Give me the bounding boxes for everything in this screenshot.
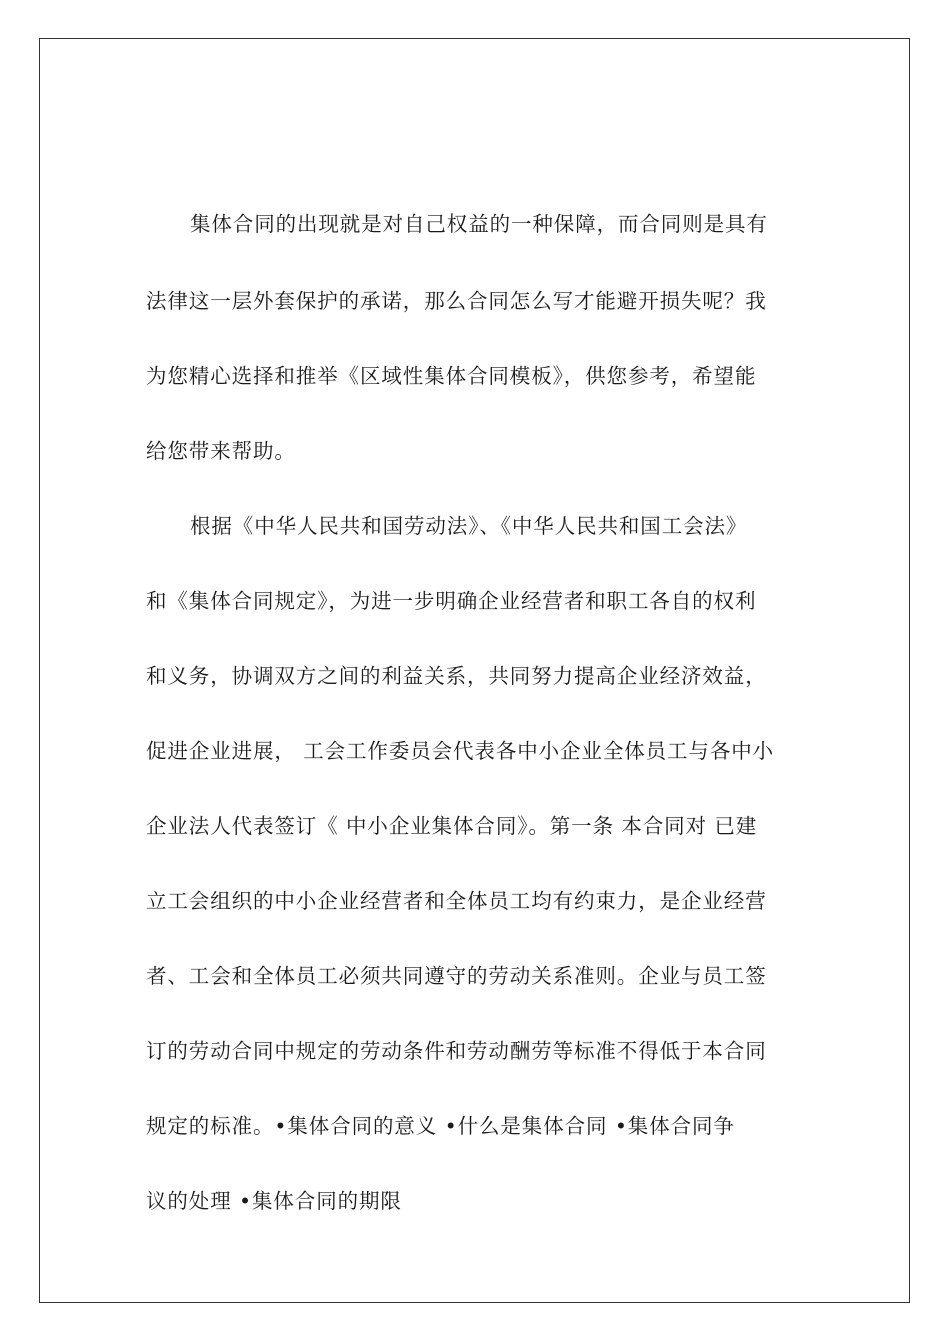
text-line: 法律这一层外套保护的承诺，那么合同怎么写才能避开损失呢？我: [146, 289, 767, 313]
text-line: 促进企业进展， 工会工作委员会代表各中小企业全体员工与各中小: [146, 739, 775, 763]
text-line: 议的处理 •集体合同的期限: [146, 1189, 402, 1213]
text-line: 根据《中华人民共和国劳动法》、《中华人民共和国工会法》: [190, 514, 748, 538]
text-line: 订的劳动合同中规定的劳动条件和劳动酬劳等标准不得低于本合同: [146, 1039, 767, 1063]
text-line: 企业法人代表签订《 中小企业集体合同》。第一条 本合同对 已建: [146, 814, 758, 838]
text-line: 集体合同的出现就是对自己权益的一种保障，而合同则是具有: [190, 212, 768, 236]
text-line: 为您精心选择和推举《区域性集体合同模板》，供您参考，希望能: [146, 364, 757, 388]
text-line: 者、工会和全体员工必须共同遵守的劳动关系准则。企业与员工签: [146, 964, 767, 988]
text-line: 给您带来帮助。: [146, 439, 296, 463]
text-line: 立工会组织的中小企业经营者和全体员工均有约束力，是企业经营: [146, 889, 767, 913]
text-line: 规定的标准。•集体合同的意义 •什么是集体合同 •集体合同争: [146, 1114, 735, 1138]
text-line: 和《集体合同规定》，为进一步明确企业经营者和职工各自的权利: [146, 589, 757, 613]
text-line: 和义务，协调双方之间的利益关系，共同努力提高企业经济效益，: [146, 664, 767, 688]
